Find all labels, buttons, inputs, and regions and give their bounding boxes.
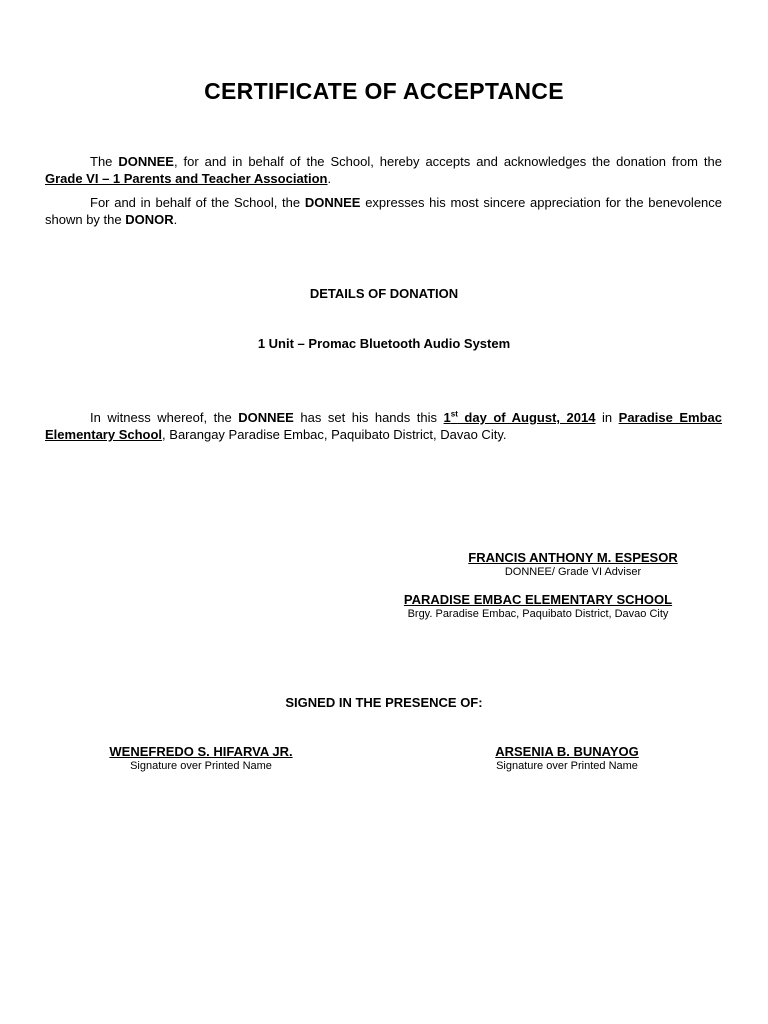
school-name: Paradise Embac Elementary School xyxy=(45,410,723,442)
date-rest: day of August, 2014 xyxy=(457,410,596,425)
day-number: 1 xyxy=(443,410,451,425)
presence-heading: SIGNED IN THE PRESENCE OF: xyxy=(285,695,483,710)
text: in xyxy=(595,410,619,425)
day-suffix: st xyxy=(450,409,458,419)
school-signature-block xyxy=(370,592,706,620)
text: For and in behalf of the School, the xyxy=(90,195,305,210)
donor-association: Grade VI – 1 Parents and Teacher Association xyxy=(45,171,328,186)
witness-paragraph xyxy=(45,409,722,443)
text: The xyxy=(90,154,119,169)
witness-signature-block xyxy=(432,744,702,772)
donee-role: DONNEE/ Grade VI Adviser xyxy=(504,566,642,578)
certificate-title: CERTIFICATE OF ACCEPTANCE xyxy=(204,78,564,104)
text: expresses his most sincere appreciation for the benevolence shown by the xyxy=(45,195,723,227)
text: In witness whereof, the xyxy=(90,410,239,425)
donee-term: DONNEE xyxy=(118,154,174,169)
appreciation-paragraph xyxy=(45,194,722,228)
text: . xyxy=(173,212,178,227)
details-heading: DETAILS OF DONATION xyxy=(309,286,459,301)
text: , Barangay Paradise Embac, Paquibato District, Davao City. xyxy=(162,427,507,442)
text: . xyxy=(327,171,332,186)
donation-item: 1 Unit – Promac Bluetooth Audio System xyxy=(257,336,511,351)
donee-term: DONNEE xyxy=(304,195,361,210)
school-address: Brgy. Paradise Embac, Paquibato District, Davao City xyxy=(407,608,669,620)
donee-name: FRANCIS ANTHONY M. ESPESOR xyxy=(468,550,678,565)
donee-term: DONNEE xyxy=(238,410,294,425)
witness-name: WENEFREDO S. HIFARVA JR. xyxy=(109,744,293,759)
witness-caption: Signature over Printed Name xyxy=(496,760,638,772)
witness-name: ARSENIA B. BUNAYOG xyxy=(495,744,639,759)
acceptance-paragraph xyxy=(45,153,722,187)
school-name-signature: PARADISE EMBAC ELEMENTARY SCHOOL xyxy=(403,592,673,607)
donee-signature-block xyxy=(440,550,706,578)
witness-signature-block xyxy=(66,744,336,772)
text: , for and in behalf of the School, hereby accepts and acknowledges the donation from the xyxy=(173,154,722,169)
donation-date xyxy=(444,410,596,425)
witness-caption: Signature over Printed Name xyxy=(130,760,272,772)
text: has set his hands this xyxy=(293,410,444,425)
donor-term: DONOR xyxy=(125,212,174,227)
